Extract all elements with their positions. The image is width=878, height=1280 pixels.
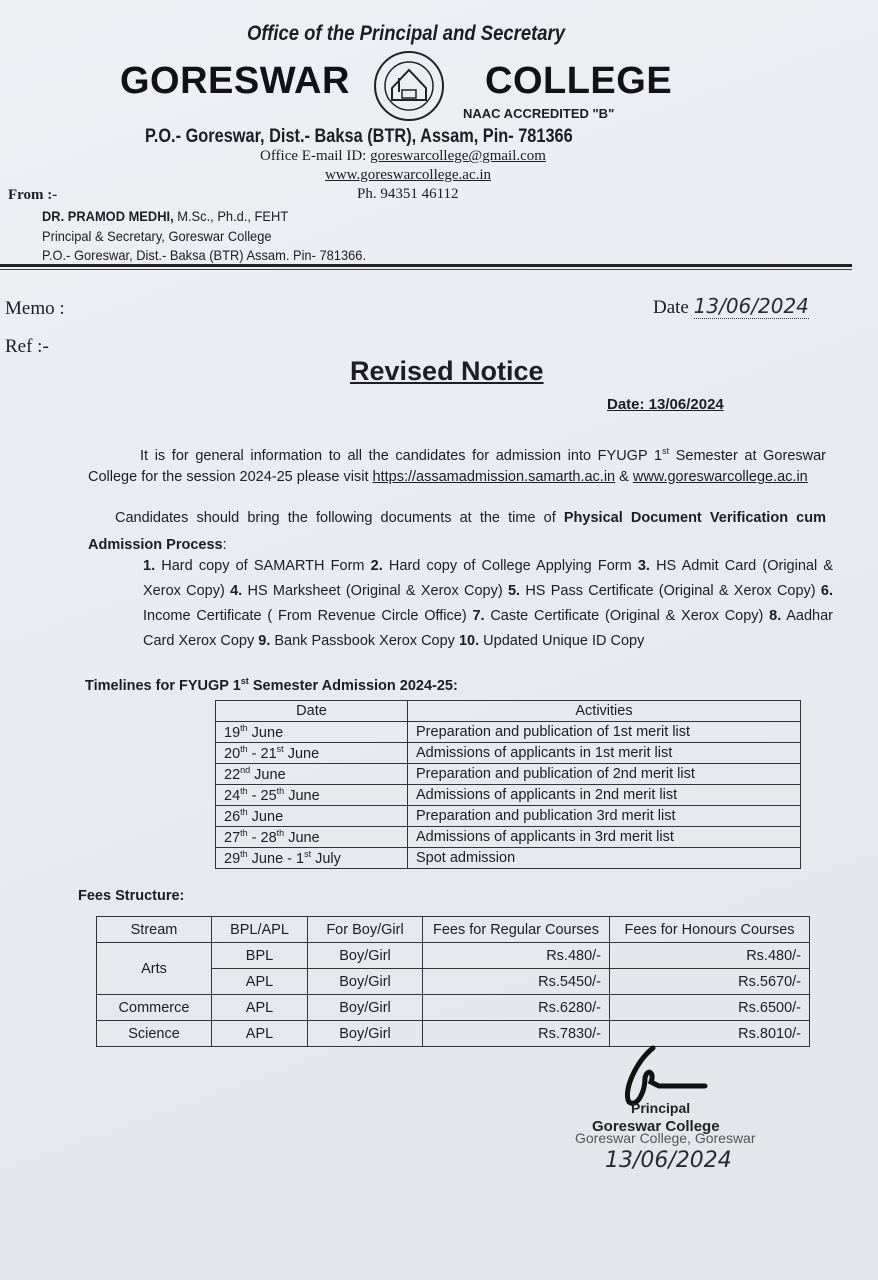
stream-cell: Arts — [97, 943, 212, 995]
category-cell: BPL — [212, 943, 308, 969]
handwritten-date: 13/06/2024 — [693, 294, 809, 318]
document-item: 6. Income Certificate ( From Revenue Circle Office) — [143, 583, 833, 624]
column-header: Fees for Regular Courses — [423, 917, 610, 943]
honours-fee-cell: Rs.6500/- — [610, 995, 810, 1021]
signature-date: 13/06/2024 — [605, 1148, 732, 1173]
email-link[interactable]: goreswarcollege@gmail.com — [370, 148, 546, 164]
activity-cell: Preparation and publication 3rd merit list — [408, 806, 801, 827]
table-row — [216, 785, 801, 806]
intro-text-2: Semester at Goreswar College for the session 2024-25 please visit — [88, 447, 826, 485]
sender-designation: Principal & Secretary, Goreswar College — [42, 228, 272, 244]
printed-signatory: Goreswar College, Goreswar — [575, 1130, 756, 1146]
column-header: Stream — [97, 917, 212, 943]
regular-fee-cell: Rs.480/- — [423, 943, 610, 969]
documents-list — [143, 554, 833, 654]
document-item: 4. HS Marksheet (Original & Xerox Copy) — [230, 583, 508, 599]
regular-fee-cell: Rs.7830/- — [423, 1021, 610, 1047]
fees-table — [96, 916, 810, 1047]
email-label: Office E-mail ID: — [260, 148, 367, 164]
stamp-principal: Principal — [631, 1100, 691, 1116]
stream-cell: Science — [97, 1021, 212, 1047]
activity-cell: Admissions of applicants in 2nd merit list — [408, 785, 801, 806]
ref-label: Ref :- — [5, 336, 49, 357]
gender-cell: Boy/Girl — [308, 969, 423, 995]
intro-sup: st — [662, 446, 670, 456]
stream-cell: Commerce — [97, 995, 212, 1021]
documents-intro-end: : — [222, 537, 227, 553]
date-cell: 24th - 25th June — [216, 785, 408, 806]
documents-intro — [88, 505, 826, 559]
timeline-table — [215, 700, 801, 869]
sender-qualifications: M.Sc., Ph.d., FEHT — [173, 208, 289, 224]
table-row — [216, 722, 801, 743]
date-cell: 26th June — [216, 806, 408, 827]
stamp-college: Goreswar College — [592, 1118, 720, 1135]
sender-address: P.O.- Goreswar, Dist.- Baksa (BTR) Assam. Pin- 781366. — [42, 247, 367, 263]
college-website-link[interactable]: www.goreswarcollege.ac.in — [632, 468, 808, 485]
category-cell: APL — [212, 1021, 308, 1047]
table-row — [97, 943, 810, 969]
date-field — [653, 294, 809, 319]
activity-cell: Preparation and publication of 1st merit list — [408, 722, 801, 743]
document-item: 8. Aadhar Card Xerox Copy — [143, 608, 833, 649]
table-header-row — [97, 917, 810, 943]
table-row — [216, 764, 801, 785]
date-cell: 29th June - 1st July — [216, 848, 408, 869]
accreditation: NAAC ACCREDITED "B" — [463, 106, 615, 121]
college-name-left: GORESWAR — [120, 60, 350, 102]
college-name-right: COLLEGE — [485, 60, 673, 102]
fees-heading: Fees Structure: — [78, 888, 185, 904]
honours-fee-cell: Rs.8010/- — [610, 1021, 810, 1047]
honours-fee-cell: Rs.5670/- — [610, 969, 810, 995]
category-cell: APL — [212, 995, 308, 1021]
notice-title: Revised Notice — [350, 356, 544, 386]
column-header: Fees for Honours Courses — [610, 917, 810, 943]
phone: Ph. 94351 46112 — [357, 186, 459, 202]
date-cell: 19th June — [216, 722, 408, 743]
activity-cell: Preparation and publication of 2nd merit list — [408, 764, 801, 785]
activity-cell: Admissions of applicants in 3rd merit list — [408, 827, 801, 848]
table-row — [216, 848, 801, 869]
table-row — [216, 743, 801, 764]
timeline-heading: Timelines for FYUGP 1st Semester Admission 2024-25: — [85, 676, 458, 694]
date-label: Date — [653, 297, 689, 318]
samarth-link[interactable]: https://assamadmission.samarth.ac.in — [372, 468, 616, 485]
category-cell: APL — [212, 969, 308, 995]
office-heading: Office of the Principal and Secretary — [247, 22, 566, 45]
sender-name — [42, 208, 288, 224]
notice-date: Date: 13/06/2024 — [607, 396, 724, 413]
column-header: For Boy/Girl — [308, 917, 423, 943]
intro-paragraph — [88, 441, 826, 488]
regular-fee-cell: Rs.6280/- — [423, 995, 610, 1021]
gender-cell: Boy/Girl — [308, 995, 423, 1021]
document-item: 7. Caste Certificate (Original & Xerox Copy) — [472, 608, 770, 624]
document-item: 9. Bank Passbook Xerox Copy — [258, 633, 459, 649]
date-cell: 27th - 28th June — [216, 827, 408, 848]
email-line — [260, 148, 546, 165]
documents-intro-text: Candidates should bring the following documents at the time of — [115, 510, 564, 526]
website-link[interactable]: www.goreswarcollege.ac.in — [325, 167, 492, 183]
date-cell: 22nd June — [216, 764, 408, 785]
header-divider-thin — [0, 269, 852, 270]
intro-text: It is for general information to all the candidates for admission into FYUGP 1 — [140, 447, 663, 464]
regular-fee-cell: Rs.5450/- — [423, 969, 610, 995]
table-row — [216, 827, 801, 848]
honours-fee-cell: Rs.480/- — [610, 943, 810, 969]
table-header-row — [216, 701, 801, 722]
header-divider — [0, 264, 852, 267]
date-cell: 20th - 21st June — [216, 743, 408, 764]
document-item: 2. Hard copy of College Applying Form — [370, 558, 638, 574]
column-header: BPL/APL — [212, 917, 308, 943]
column-header: Date — [216, 701, 408, 722]
college-logo-icon — [372, 48, 446, 124]
table-row — [97, 995, 810, 1021]
column-header: Activities — [408, 701, 801, 722]
document-item: 10. Updated Unique ID Copy — [458, 633, 645, 649]
gender-cell: Boy/Girl — [308, 1021, 423, 1047]
sender-name-bold: DR. PRAMOD MEDHI, — [42, 208, 174, 224]
document-item: 5. HS Pass Certificate (Original & Xerox Copy) — [507, 583, 821, 599]
document-item: 1. Hard copy of SAMARTH Form — [143, 558, 371, 574]
table-row — [216, 806, 801, 827]
intro-text-3: & — [615, 468, 633, 485]
gender-cell: Boy/Girl — [308, 943, 423, 969]
college-address: P.O.- Goreswar, Dist.- Baksa (BTR), Assam, Pin- 781366 — [145, 126, 573, 147]
memo-label: Memo : — [5, 298, 65, 319]
document-item: 3. HS Admit Card (Original & Xerox Copy) — [143, 558, 834, 599]
activity-cell: Admissions of applicants in 1st merit list — [408, 743, 801, 764]
from-label: From :- — [8, 187, 58, 203]
documents-intro-bold: Physical Document Verification cum Admission Process — [88, 510, 826, 553]
activity-cell: Spot admission — [408, 848, 801, 869]
